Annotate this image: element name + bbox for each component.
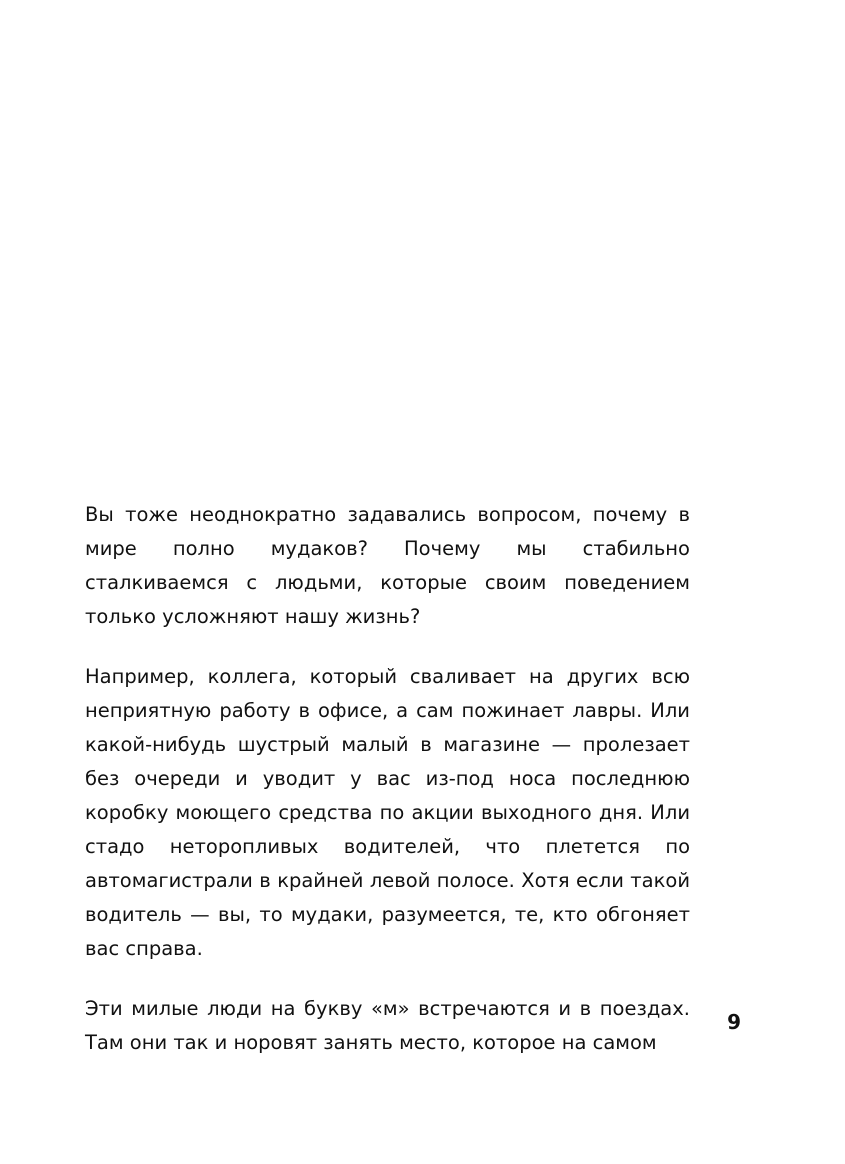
- paragraph-1: Вы тоже неоднократно задавались вопросом, почему в мире полно мудаков? Почему мы стабильно сталкиваемся с людьми, которые своим поведением только усложняют нашу жизнь?: [85, 503, 690, 628]
- page-text-block: [85, 498, 690, 1060]
- page-number: 9: [727, 1010, 741, 1034]
- paragraph-2: Например, коллега, который сваливает на других всю неприятную работу в офисе, а сам пожинает лавры. Или какой-нибудь шустрый малый в магазине — пролезает без очереди и уводит у вас из-под носа последнюю коробку моющего средства по акции выходного дня. Или стадо неторопливых водителей, что плетется по автомагистрали в крайней левой полосе. Хотя если такой водитель — вы, то мудаки, разумеется, те, кто обгоняет вас справа.: [85, 665, 690, 960]
- paragraph-3: Эти милые люди на букву «м» встречаются и в поездах. Там они так и норовят занять место, которое на самом: [85, 997, 690, 1054]
